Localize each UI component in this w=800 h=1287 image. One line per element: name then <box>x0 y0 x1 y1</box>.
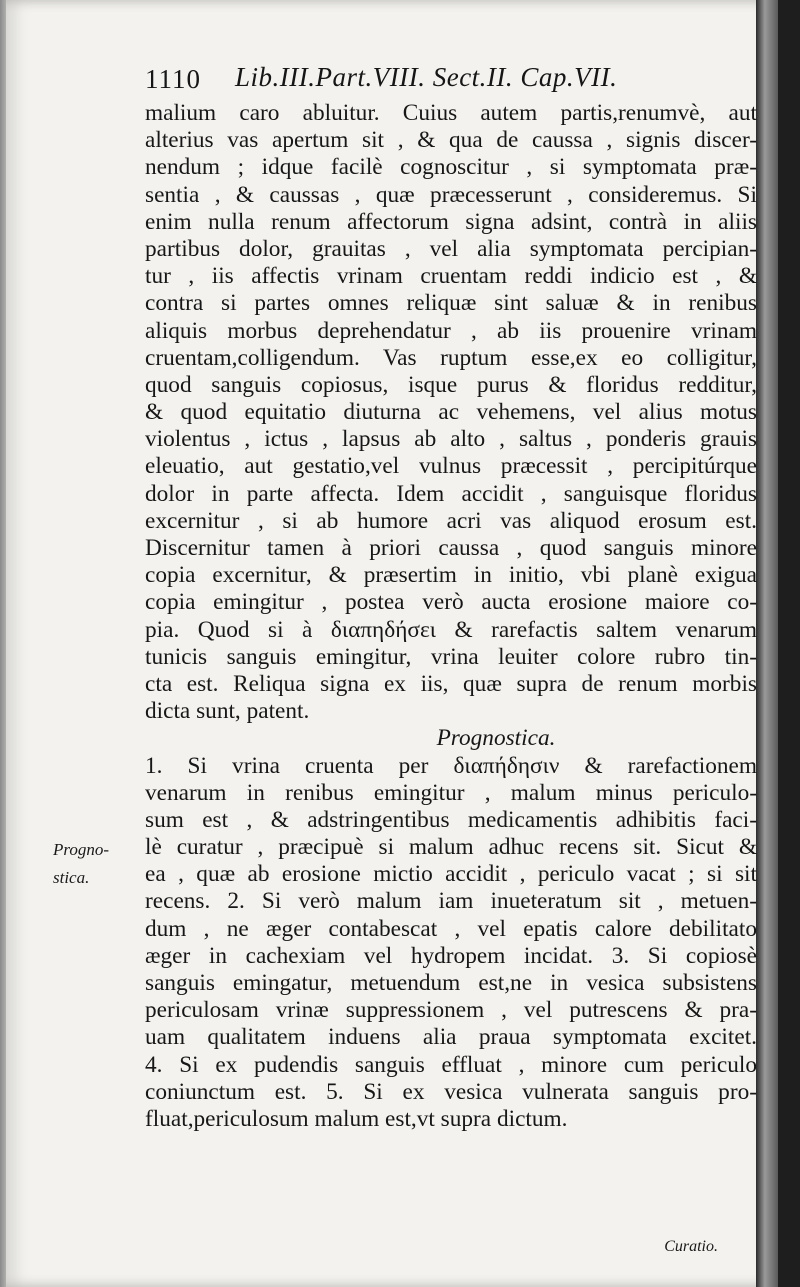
text-line: dolor in parte affecta. Idem accidit , sanguisque floridus <box>145 480 757 507</box>
running-head: Lib.III.Part.VIII. Sect.II. Cap.VII. <box>235 62 618 92</box>
text-line: eleuatio, aut gestatio,vel vulnus præcessit , percipitúrque <box>145 453 757 480</box>
page-header <box>145 62 755 98</box>
text-line: ea , quæ ab erosione mictio accidit , periculo vacat ; si sit <box>145 861 757 888</box>
text-line: quod sanguis copiosus, isque purus & floridus redditur, <box>145 371 757 398</box>
book-page <box>6 0 778 1287</box>
page-number: 1110 <box>145 64 201 94</box>
text-line: 4. Si ex pudendis sanguis effluat , minore cum periculo <box>145 1051 757 1078</box>
text-line: fluat,periculosum malum est,vt supra dictum. <box>145 1105 568 1132</box>
prognostica-paragraph <box>145 753 757 1134</box>
text-line: sanguis emingatur, metuendum est,ne in vesica subsistens <box>145 970 757 996</box>
text-line: dicta sunt, patent. <box>145 698 310 725</box>
text-line: periculosam vrinæ suppressionem , vel putrescens & pra- <box>145 997 757 1024</box>
text-line: lè curatur , præcipuè si malum adhuc recens sit. Sicut & <box>145 834 757 861</box>
text-line: tur , iis affectis vrinam cruentam reddi indicio est , & <box>145 263 757 290</box>
text-line: aliquis morbus deprehendatur , ab iis prouenire vrinam <box>145 317 757 344</box>
margin-note <box>53 836 133 892</box>
text-line: copia excernitur, & præsertim in initio, vbi planè exigua <box>145 562 757 589</box>
text-line: sentia , & caussas , quæ præcesserunt , consideremus. Si <box>145 181 757 208</box>
text-line: recens. 2. Si verò malum iam inueteratum sit , metuen- <box>145 888 757 915</box>
text-line: copia emingitur , postea verò aucta erosione maiore co- <box>145 589 757 616</box>
text-line: pia. Quod si à διαπηδήσει & rarefactis saltem venarum <box>145 616 757 643</box>
text-line: & quod equitatio diuturna ac vehemens, vel alius motus <box>145 399 757 426</box>
catchword: Curatio. <box>664 1238 718 1255</box>
text-line: æger in cachexiam vel hydropem incidat. 3. Si copiosè <box>145 942 757 969</box>
page-body <box>145 100 757 1133</box>
text-line: cta est. Reliqua signa ex iis, quæ supra de renum morbis <box>145 670 757 697</box>
text-line: enim nulla renum affectorum signa adsint, contrà in aliis <box>145 208 757 235</box>
text-line: excernitur , si ab humore acri vas aliquod erosum est. <box>145 507 757 534</box>
text-line: coniunctum est. 5. Si ex vesica vulnerata sanguis pro- <box>145 1078 757 1105</box>
text-line: dum , ne æger contabescat , vel epatis calore debilitato <box>145 915 757 942</box>
body-paragraph <box>145 100 757 725</box>
section-title: Prognostica. <box>436 725 556 752</box>
text-line: sum est , & adstringentibus medicamentis adhibitis faci- <box>145 806 757 833</box>
text-line: malium caro abluitur. Cuius autem partis,renumvè, aut <box>145 100 757 126</box>
text-line: Discernitur tamen à priori caussa , quod sanguis minore <box>145 535 757 561</box>
text-line: venarum in renibus emingitur , malum minus periculo- <box>145 779 757 806</box>
text-line: contra si partes omnes reliquæ sint saluæ & in renibus <box>145 290 757 317</box>
text-line: tunicis sanguis emingitur, vrina leuiter colore rubro tin- <box>145 643 757 670</box>
text-line: partibus dolor, grauitas , vel alia symptomata percipian- <box>145 235 757 262</box>
text-line: uam qualitatem induens alia praua symptomata excitet. <box>145 1024 757 1051</box>
margin-note-line: Progno- <box>53 840 110 859</box>
margin-note-line: stica. <box>53 868 90 887</box>
page-edge <box>756 0 778 1287</box>
text-line: nendum ; idque facilè cognoscitur , si symptomata præ- <box>145 154 757 181</box>
text-line: 1. Si vrina cruenta per διαπήδησιν & rarefactionem <box>145 752 757 779</box>
text-line: cruentam,colligendum. Vas ruptum esse,ex eo colligitur, <box>145 344 757 371</box>
text-line: alterius vas apertum sit , & qua de caussa , signis discer- <box>145 127 757 154</box>
text-line: violentus , ictus , lapsus ab alto , saltus , ponderis grauis <box>145 426 757 453</box>
